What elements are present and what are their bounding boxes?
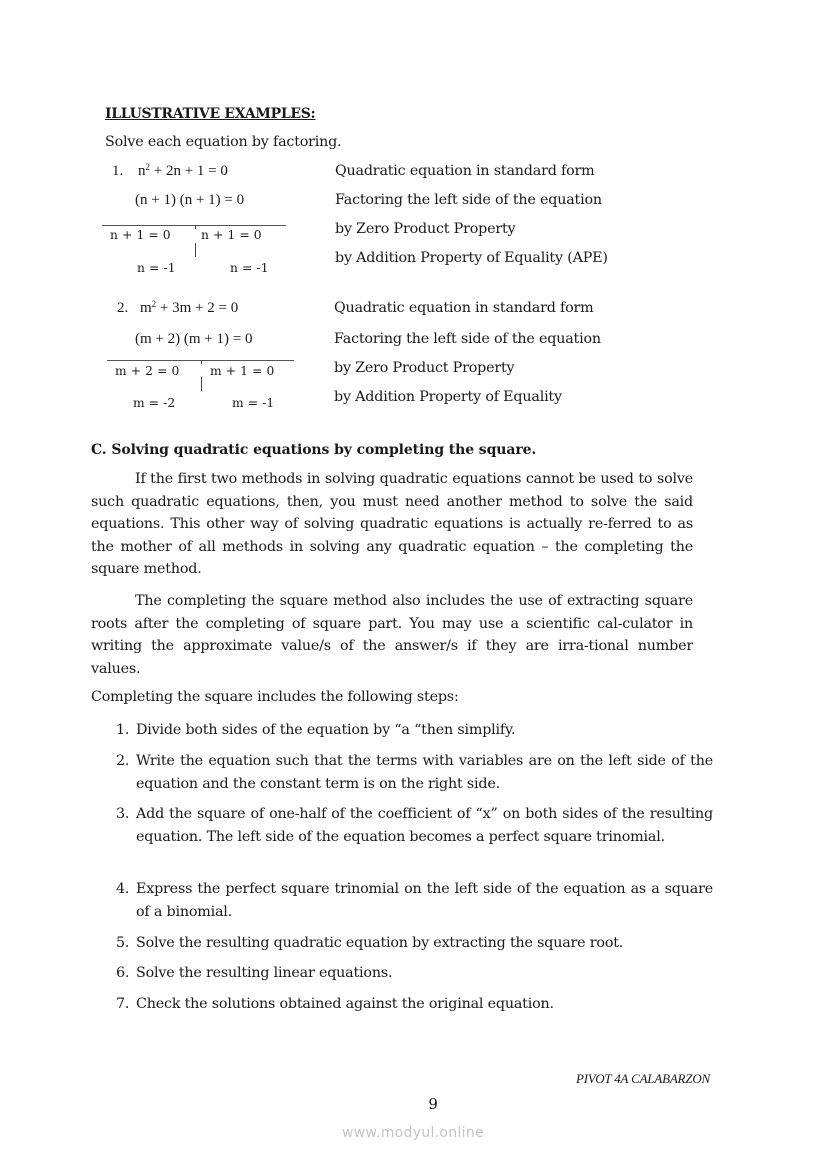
split-equation-right: n + 1 = 0 [201, 228, 262, 242]
divider-tick [201, 360, 202, 364]
standard-form-equation: $n^2 + 2n + 1 = 0$ [138, 162, 228, 179]
split-separator [195, 243, 196, 257]
solution-left: m = -2 [133, 396, 176, 410]
standard-form-equation: $m^2 + 3m + 2 = 0$ [140, 299, 239, 316]
page-number: 9 [428, 1095, 438, 1113]
paragraph-intro: If the first two methods in solving quadratic equations cannot be used to solve such quadratic equations, then, you must need another method to solve the said equations. This other way of solving quadratic equations is actually re-ferred to as the mother of all methods in solving any quadratic equation – the completing the square method. [91, 471, 693, 577]
step-item: 4. Express the perfect square trinomial on the left side of the equation as a square of a binomial. [116, 881, 713, 920]
divider-tick [195, 225, 196, 229]
step-item: 1. Divide both sides of the equation by “a “then simplify. [116, 722, 516, 738]
step-item: 5. Solve the resulting quadratic equation by extracting the square root. [116, 935, 624, 951]
steps-intro: Completing the square includes the following steps: [91, 689, 459, 705]
solution-left: n = -1 [137, 261, 176, 275]
step-item: 7. Check the solutions obtained against the original equation. [116, 996, 554, 1012]
example-number: 2. [117, 300, 129, 316]
watermark: www.modyul.online [342, 1125, 484, 1141]
split-equation-right: m + 1 = 0 [210, 364, 275, 378]
explanation: by Addition Property of Equality [334, 389, 562, 405]
instruction-text: Solve each equation by factoring. [105, 134, 342, 150]
explanation: Factoring the left side of the equation [334, 331, 601, 347]
footer-brand: PIVOT 4A CALABARZON [575, 1071, 710, 1086]
explanation: by Zero Product Property [334, 360, 515, 376]
explanation: Factoring the left side of the equation [335, 192, 602, 208]
solution-right: n = -1 [230, 261, 269, 275]
step-item: 2. Write the equation such that the terms with variables are on the left side of the equation and the constant term is on the right side. [116, 753, 713, 792]
paragraph-extracting-roots: The completing the square method also includes the use of extracting square roots after the completing of square part. You may use a scientific cal-culator in writing the approximate value/s of the answer/s if they are irra-tional number values. [91, 593, 693, 677]
split-separator [201, 377, 202, 391]
factored-equation: (n + 1) (n + 1) = 0 [135, 192, 245, 208]
example-number: 1. [112, 163, 124, 179]
divider-line [102, 225, 286, 226]
illustrative-examples-heading: ILLUSTRATIVE EXAMPLES: [105, 106, 316, 122]
step-item: 3. Add the square of one-half of the coefficient of “x” on both sides of the resulting equation. The left side of the equation becomes a perfect square trinomial. [116, 806, 713, 845]
explanation: Quadratic equation in standard form [334, 300, 594, 316]
factored-equation: (m + 2) (m + 1) = 0 [135, 331, 253, 347]
split-equation-left: n + 1 = 0 [110, 228, 171, 242]
explanation: by Zero Product Property [335, 221, 516, 237]
step-item: 6. Solve the resulting linear equations. [116, 965, 393, 981]
explanation: Quadratic equation in standard form [335, 163, 595, 179]
split-equation-left: m + 2 = 0 [115, 364, 180, 378]
explanation: by Addition Property of Equality (APE) [335, 250, 608, 266]
section-c-heading: C. Solving quadratic equations by completing the square. [91, 442, 537, 458]
solution-right: m = -1 [232, 396, 275, 410]
